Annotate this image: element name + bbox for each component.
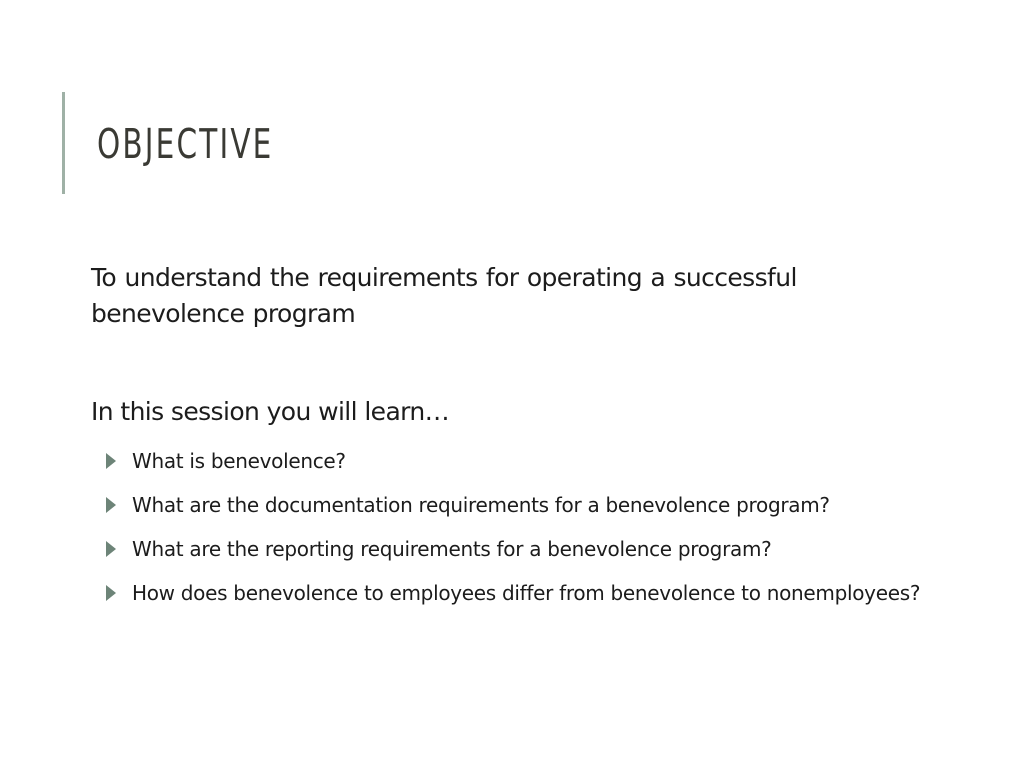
list-item xyxy=(104,447,924,476)
list-item-text: What is benevolence? xyxy=(132,449,346,473)
list-item xyxy=(104,579,924,608)
list-item xyxy=(104,491,924,520)
triangle-right-icon xyxy=(106,453,116,469)
objective-statement: To understand the requirements for operating a successful benevolence program xyxy=(91,263,797,328)
triangle-right-icon xyxy=(106,585,116,601)
session-heading: In this session you will learn… xyxy=(91,397,450,426)
list-item xyxy=(104,535,924,564)
title-accent-bar xyxy=(62,92,65,194)
list-item-text: What are the reporting requirements for a benevolence program? xyxy=(132,537,772,561)
triangle-right-icon xyxy=(106,497,116,513)
triangle-right-icon xyxy=(106,541,116,557)
slide-title: OBJECTIVE xyxy=(97,120,274,168)
learning-points-list xyxy=(104,447,924,623)
list-item-text: What are the documentation requirements for a benevolence program? xyxy=(132,493,830,517)
list-item-text: How does benevolence to employees differ from benevolence to nonemployees? xyxy=(132,581,921,605)
